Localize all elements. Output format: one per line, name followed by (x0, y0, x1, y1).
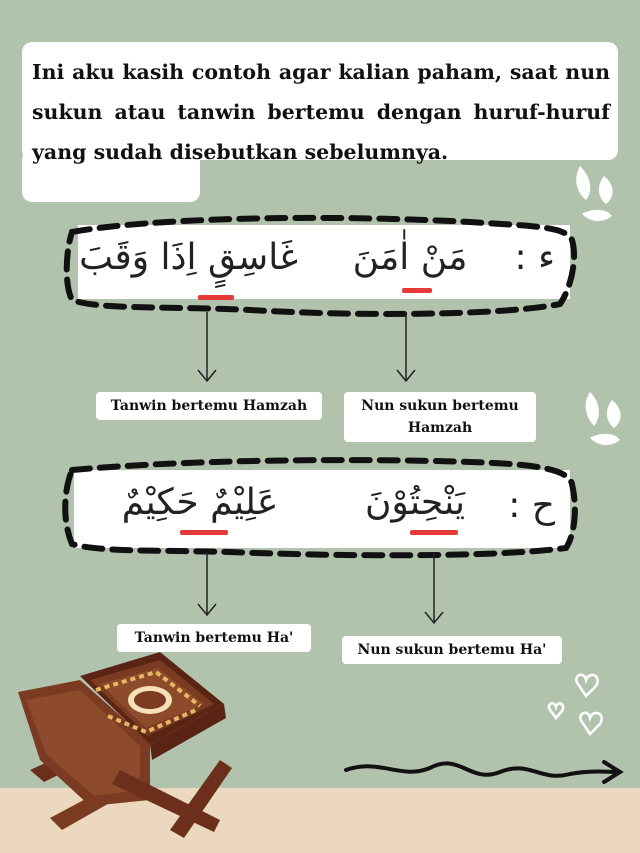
hearts-icon (549, 675, 602, 734)
example1-label-left: Tanwin bertemu Hamzah (96, 392, 322, 420)
example2-arrow-right (425, 552, 443, 623)
example1-word-left: غَاسِقٍ اِذَا وَقَبَ (79, 237, 298, 278)
example1-arrow-right (397, 312, 415, 381)
quran-stand-icon (18, 652, 232, 838)
arrow-icon (346, 762, 620, 782)
example1-label-right: Nun sukun bertemu Hamzah (344, 392, 536, 442)
example2-dashed-border (65, 460, 575, 555)
example1-letter: ء : (514, 237, 555, 278)
example2-letter: ح : (508, 485, 555, 526)
example1-arrow-left (198, 312, 216, 381)
example2-arrow-left (198, 552, 216, 615)
example2-label-left: Tanwin bertemu Ha' (117, 624, 311, 652)
example2-word-left: عَلِيْمٌ حَكِيْمٌ (121, 482, 279, 523)
example2-word-right: يَنْحِتُوْنَ (364, 482, 466, 523)
sparkle-icon (576, 166, 620, 445)
intro-text: Ini aku kasih contoh agar kalian paham, saat nun sukun atau tanwin bertemu dengan huruf-huruf yang sudah disebutkan sebelumnya. (32, 60, 610, 164)
example1-word-right: مَنْ اٰمَنَ (352, 237, 468, 278)
example2-label-right: Nun sukun bertemu Ha' (342, 636, 562, 664)
example1-dashed-border (67, 218, 574, 314)
